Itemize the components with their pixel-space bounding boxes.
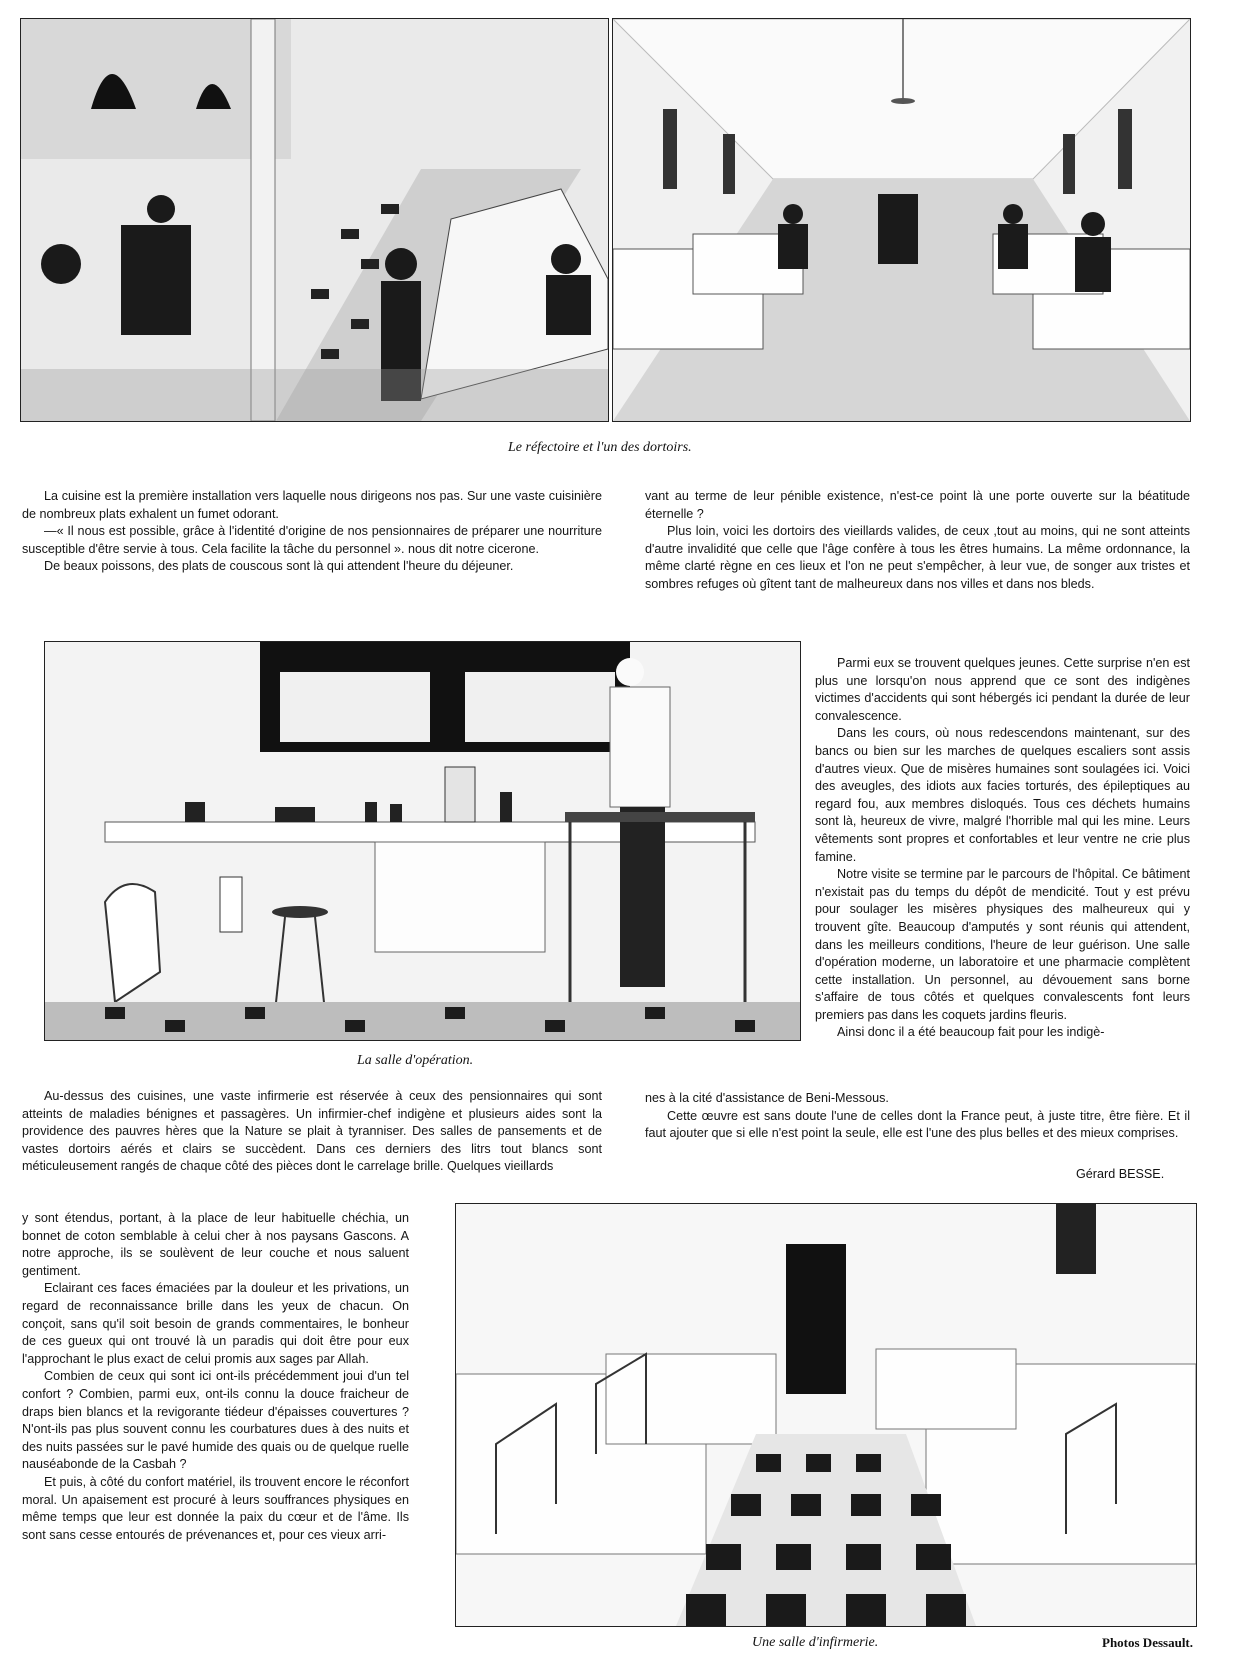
paragraph: nes à la cité d'assistance de Beni-Messous. [645, 1091, 889, 1105]
paragraph: Dans les cours, où nous redescendons maintenant, sur des bancs ou bien sur les marches de quelques escaliers sont assis d'autres vieux. Que de misères humaines sont soulagées ici. Voici des aveugles, des idiots aux facies torturés, des épileptiques au regard fou, aux membres disloqués. Tous ces déchets humains sont là, heureux de vivre, malgré l'horrible mal qui les mine. Leurs vêtements sont propres et confortables et leur ventre ne crie plus famine. [815, 726, 1190, 864]
text-block-left-top [22, 488, 602, 576]
text-block-right-middle [815, 655, 1190, 1042]
paragraph: —« Il nous est possible, grâce à l'identité d'origine de nos pensionnaires de préparer une nourriture susceptible d'être servie à tous. Cela facilite la tâche du personnel ». nous dit notre cicerone. [22, 524, 602, 556]
infirmerie-photo [455, 1203, 1197, 1627]
photo-credit: Photos Dessault. [1102, 1635, 1194, 1650]
operation-photo [44, 641, 801, 1041]
paragraph: Cette œuvre est sans doute l'une de celles dont la France peut, à juste titre, être fière. Et il faut ajouter que si elle n'est point la seule, elle est l'une des plus belles et des mieux comprises. [645, 1108, 1190, 1141]
paragraph: vant au terme de leur pénible existence, n'est-ce point là une porte ouverte sur la béatitude éternelle ? [645, 489, 1190, 521]
operation-image [45, 642, 800, 1040]
dortoir-image [613, 19, 1190, 421]
refectoire-caption: Le réfectoire et l'un des dortoirs. [508, 440, 692, 455]
paragraph: Parmi eux se trouvent quelques jeunes. Cette surprise n'en est plus une lorsqu'on nous apprend que ce sont des indigènes victimes d'accidents qui sont hébergés ici pendant la durée de leur convalescence. [815, 656, 1190, 723]
paragraph: Combien de ceux qui sont ici ont-ils précédemment joui d'un tel confort ? Combien, parmi eux, ont-ils connu la douce fraicheur de draps bien blancs et la revigorante tiédeur d'épaisses couvertures ? N'ont-ils pas plus souvent connu les courbatures dues à des nuits et des nuits passées sur le pavé humide des quais ou de quelque ruelle nauséabonde de la Casbah ? [22, 1369, 409, 1472]
operation-caption: La salle d'opération. [357, 1053, 474, 1068]
text-block-left-bottom-narrow [22, 1210, 409, 1544]
paragraph: Notre visite se termine par le parcours de l'hôpital. Ce bâtiment n'existait pas du temps du dépôt de mendicité. Tout y est prévu pour soulager les misères physiques des malheureux qui y trouvent gîte. Beaucoup d'amputés y sont réunis qui attendent, dans les meilleurs conditions, l'heure de leur guérison. Une salle d'opération moderne, un laboratoire et une pharmacie complètent cette installation. Un personnel, au dévouement sans borne s'affaire de tous côtés et quelques convalescents font leurs premiers pas dans les coquets jardins fleuris. [815, 867, 1190, 1022]
dortoir-photo [612, 18, 1191, 422]
text-block-left-bottom-wide [22, 1088, 602, 1176]
text-block-right-top [645, 488, 1190, 594]
paragraph: La cuisine est la première installation vers laquelle nous dirigeons nos pas. Sur une vaste cuisinière de nombreux plats exhalent un fumet odorant. [22, 489, 602, 521]
paragraph: Et puis, à côté du confort matériel, ils trouvent encore le réconfort moral. Un apaisement est procuré à leurs souffrances physiques en même temps que leur est donnée la paix du cœur et de l'âme. Ils sont sans cesse entourés de prévenances et, pour ces vieux arri- [22, 1474, 409, 1542]
paragraph: De beaux poissons, des plats de couscous sont là qui attendent l'heure du déjeuner. [44, 559, 514, 574]
refectoire-image [21, 19, 608, 421]
paragraph: Au-dessus des cuisines, une vaste infirmerie est réservée à ceux des pensionnaires qui sont atteints de maladies bénignes et passagères. Un infirmier-chef indigène et plusieurs aides sont la providence des pauvres hères que la Nature se plait à tyranniser. Des salles de pansements et de vastes dortoirs aérés et clairs se succèdent. Dans ces derniers des litrs tout blancs sont méticuleusement rangés de chaque côté des pièces dont le carrelage brille. Quelques vieillards [22, 1089, 602, 1174]
infirmerie-caption: Une salle d'infirmerie. [752, 1635, 879, 1650]
paragraph: Ainsi donc il a été beaucoup fait pour les indigè- [837, 1025, 1105, 1040]
paragraph: Plus loin, voici les dortoirs des vieillards valides, de ceux ,tout au moins, qui ne sont atteints d'autre invalidité que celle que l'âge confère à tous les êtres humains. La même ordonnance, la même clarté règne en ces lieux et l'on ne peut s'empêcher, à leur vue, de songer aux tristes et sombres refuges où gîtent tant de malheureux dans nos villes et dans nos bleds. [645, 524, 1190, 591]
refectoire-photo [20, 18, 609, 422]
infirmerie-image [456, 1204, 1196, 1626]
text-block-right-bottom [645, 1090, 1190, 1143]
author-signature: Gérard BESSE. [1076, 1167, 1165, 1181]
paragraph: y sont étendus, portant, à la place de leur habituelle chéchia, un bonnet de coton semblable à celui cher à nos paysans Gascons. A notre approche, ils se soulèvent de leur couche et nous saluent gentiment. [22, 1211, 409, 1278]
paragraph: Eclairant ces faces émaciées par la douleur et les privations, un regard de reconnaissance brille dans les yeux de chacun. On conçoit, sans qu'il soit besoin de grands commentaires, le bonheur de ces gueux qui ont trouvé là un paradis qui doit être pour eux l'approchant le plus exact de celui promis aux sages par Allah. [22, 1281, 409, 1366]
